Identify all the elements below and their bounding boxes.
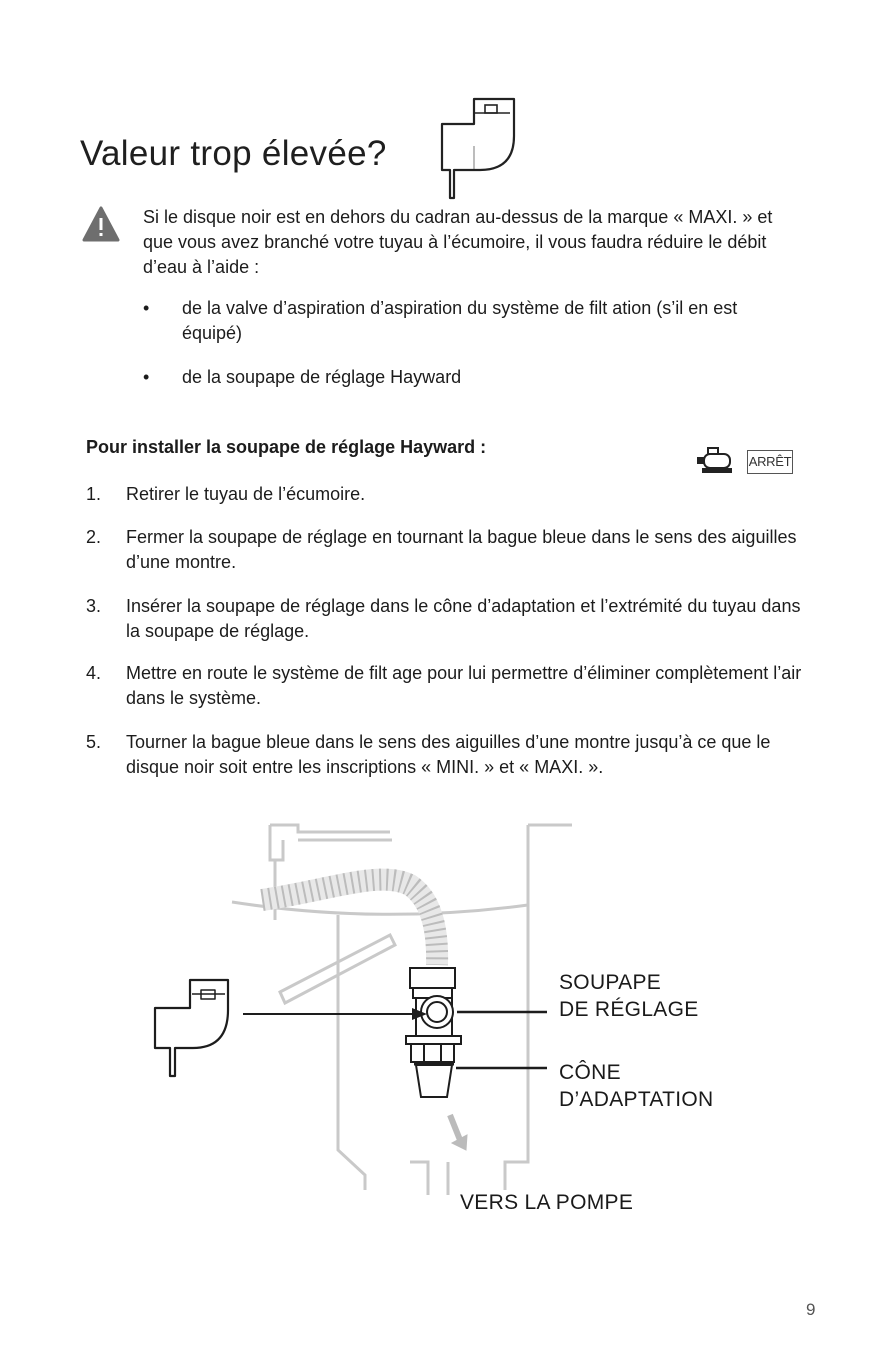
label-to-pump: VERS LA POMPE <box>460 1191 634 1214</box>
pump-icon <box>694 446 736 476</box>
bullet-item: • de la soupape de réglage Hayward <box>143 367 462 387</box>
label-cone-line1: CÔNE <box>559 1061 621 1084</box>
bullet-item: • de la valve d’aspiration d’aspiration du système de filt ation (s’il en est équipé) <box>143 298 738 343</box>
label-valve-line2: DE RÉGLAGE <box>559 998 699 1021</box>
step-item: 5. Tourner la bague bleue dans le sens des aiguilles d’une montre jusqu’à ce que le disque noir soit entre les inscriptions « MINI. » et « MAXI. ». <box>86 732 771 777</box>
skimmer-elbow <box>155 980 228 1076</box>
stop-badge: ARRÊT <box>747 450 793 474</box>
step-item: 1. Retirer le tuyau de l’écumoire. <box>86 484 366 504</box>
step-item: 2. Fermer la soupape de réglage en tournant la bague bleue dans le sens des aiguilles d’une montre. <box>86 527 797 572</box>
install-heading: Pour installer la soupape de réglage Hayward : <box>86 437 487 457</box>
flow-arrow-icon <box>450 1115 467 1150</box>
label-cone-line2: D’ADAPTATION <box>559 1088 714 1111</box>
step-item: 4. Mettre en route le système de filt age pour lui permettre d’éliminer complètement l’air dans le système. <box>86 663 802 708</box>
pointer-arrow <box>243 1008 427 1020</box>
warning-triangle-icon <box>82 206 120 242</box>
warning-text: Si le disque noir est en dehors du cadran au-dessus de la marque « MAXI. » et que vous avez branché votre tuyau à l’écumoire, il vous faudra réduire le débit d’eau à l’aide : <box>143 207 773 277</box>
hose <box>262 880 437 965</box>
skimmer-elbow-icon <box>436 96 520 200</box>
step-item: 3. Insérer la soupape de réglage dans le cône d’adaptation et l’extrémité du tuyau dans la soupape de réglage. <box>86 596 801 641</box>
label-valve-line1: SOUPAPE <box>559 971 662 994</box>
installation-diagram <box>0 810 881 1230</box>
page-number: 9 <box>806 1300 816 1319</box>
page-title: Valeur trop élevée? <box>80 134 387 173</box>
control-valve <box>406 968 461 1097</box>
